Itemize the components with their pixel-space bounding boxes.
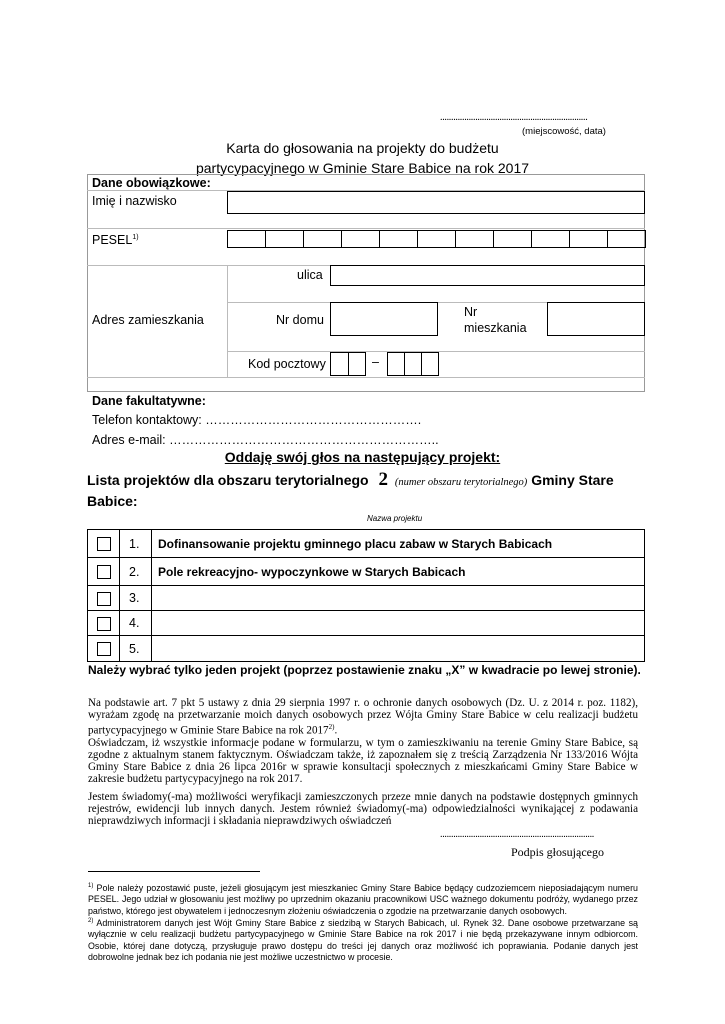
email-field[interactable]: Adres e-mail: ………………………………………………………..: [92, 433, 439, 447]
project-row: [87, 529, 645, 558]
project-number: 5.: [129, 641, 140, 656]
place-date-line[interactable]: ...................................................................: [440, 112, 588, 123]
pesel-digit-cell[interactable]: [303, 230, 342, 248]
project-list-title-line2: Babice:: [87, 493, 138, 509]
project-row: [87, 610, 645, 636]
consent-paragraph-2: Oświadczam, iż wszystkie informacje podane w formularzu, w tym o zamieszkiwaniu na terenie Gminy Stare Babice, są zgodne z aktualnym stanem faktycznym. Oświadczam także, iż zapoznałem się z treścią Zarządzenia Nr 133/2016 Wójta Gminy Stare Babice z dnia 26 lipca 2016r w sprawie konsultacji społecznych z mieszkańcami Gminy Stare Babice w zakresie budżetu partycypacyjnego na rok 2017.: [88, 736, 638, 785]
apartment-number-label-2: mieszkania: [464, 321, 527, 335]
project-checkbox[interactable]: [97, 592, 111, 606]
project-list-title: Lista projektów dla obszaru terytorialnego 2 (numer obszaru terytorialnego) Gminy Stare: [87, 469, 614, 490]
area-note: (numer obszaru terytorialnego): [394, 477, 528, 488]
house-number-label: Nr domu: [276, 313, 324, 327]
project-number: 3.: [129, 591, 140, 605]
project-column-header: Nazwa projektu: [367, 514, 423, 523]
vote-heading: Oddaję swój głos na następujący projekt:: [224, 449, 501, 465]
project-name: Pole rekreacyjno- wypoczynkowe w Starych Babicach: [158, 564, 466, 579]
project-number: 1.: [129, 536, 140, 551]
project-checkbox[interactable]: [97, 565, 111, 579]
project-row: [87, 557, 645, 586]
area-number: 2: [378, 469, 388, 490]
page-title-line2: partycypacyjnego w Gminie Stare Babice na rok 2017: [195, 160, 530, 176]
footnote-separator: [88, 871, 260, 872]
pesel-digit-cell[interactable]: [417, 230, 456, 248]
postal-code-dash: –: [372, 355, 379, 369]
instruction-text: Należy wybrać tylko jeden projekt (poprzez postawienie znaku „X” w kwadracie po lewej stronie).: [88, 663, 641, 677]
place-date-label: (miejscowość, data): [522, 126, 606, 137]
pesel-digit-cell[interactable]: [531, 230, 570, 248]
mandatory-section-label: Dane obowiązkowe:: [92, 176, 211, 190]
street-label: ulica: [297, 268, 323, 282]
pesel-digit-cell[interactable]: [265, 230, 304, 248]
consent-paragraph-3: Jestem świadomy(-ma) możliwości weryfikacji zamieszczonych przeze mnie danych na podstawie dostępnych gminnych rejestrów, ewidencji lub innych danych. Jestem również świadomy(-ma) odpowiedzialności wynikającej z podawania nieprawdziwych informacji i składania nieprawdziwych oświadczeń: [88, 791, 638, 827]
project-name: Dofinansowanie projektu gminnego placu zabaw w Starych Babicach: [158, 536, 553, 551]
pesel-digit-cell[interactable]: [341, 230, 380, 248]
signature-line[interactable]: ......................................................................: [440, 829, 595, 840]
project-checkbox[interactable]: [97, 642, 111, 656]
address-label: Adres zamieszkania: [92, 313, 204, 327]
footnote-2: $^{2)}$ Administratorem danych jest Wójt Gminy Stare Babice z siedzibą w Starych Babicach, ul. Rynek 32. Dane osobowe przetwarzane są wyłącznie w celu realizacji budżetu partycypacyjnego w Gminie Stare Babice na rok 2017 i nie będą przekazywane innym odbiorcom. Osobie, której dane dotyczą, przysługuje prawo dostępu do treści jej danych oraz możliwość ich poprawiania. Podanie danych jest dobrowolne jednak bez ich podania nie jest możliwe uczestnictwo w procesie.: [88, 917, 638, 963]
pesel-digit-cell[interactable]: [569, 230, 608, 248]
project-number: 4.: [129, 616, 140, 630]
phone-field[interactable]: Telefon kontaktowy: …………………………………………….: [92, 413, 422, 427]
optional-section-label: Dane fakultatywne:: [92, 394, 206, 408]
project-row: [87, 585, 645, 611]
name-input[interactable]: [227, 191, 645, 214]
postal-code-part2[interactable]: [387, 352, 439, 376]
name-label: Imię i nazwisko: [92, 194, 177, 208]
consent-paragraph-1: Na podstawie art. 7 pkt 5 ustawy z dnia 29 sierpnia 1997 r. o ochronie danych osobowych (Dz. U. z 2014 r. poz. 1182), wyrażam zgodę na przetwarzanie moich danych osobowych przez Wójta Gminy Stare Babice w celu realizacji budżetu partycypacyjnego w Gminie Stare Babice na rok 2017$^{2)}$. Oświadczam, iż wszystkie informacje podane w formularzu, w tym o zamieszkiwaniu na terenie Gminy Stare Babice, są zgodne z aktualnym stanem faktycznym. Oświadczam także, iż zapoznałem się z treścią Zarządzenia Nr 133/2016 Wójta Gminy Stare Babice z dnia 26 lipca 2016r w sprawie konsultacji społecznych z mieszkańcami Gminy Stare Babice w zakresie budżetu partycypacyjnego na rok 2017.: [88, 697, 638, 785]
street-input[interactable]: [330, 265, 645, 286]
pesel-digit-cell[interactable]: [227, 230, 266, 248]
footnote-1: $^{1)}$ Pole należy pozostawić puste, jeżeli głosującym jest mieszkaniec Gminy Stare Babice będący cudzoziemcem nieposiadającym numeru PESEL. Jego udział w głosowaniu jest możliwy po uprzednim okazaniu pracownikowi USC ważnego dokumentu podróży, wydanego przez państwo, którego jest obywatelem i jednoczesnym złożeniu oświadczenia o zgodzie na przetwarzanie danych osobowych.: [88, 882, 638, 916]
pesel-digit-cell[interactable]: [379, 230, 418, 248]
pesel-digit-cell[interactable]: [455, 230, 494, 248]
pesel-label: PESEL$^{1)}$: [92, 233, 139, 247]
signature-label: Podpis głosującego: [511, 845, 604, 859]
postal-code-label: Kod pocztowy: [248, 357, 326, 371]
project-table: [87, 529, 645, 662]
project-checkbox[interactable]: [97, 537, 111, 551]
pesel-digit-cell[interactable]: [607, 230, 646, 248]
project-row: [87, 635, 645, 662]
page-title-line1: Karta do głosowania na projekty do budżetu: [226, 140, 499, 156]
apartment-number-label-1: Nr: [464, 305, 478, 319]
pesel-digit-cell[interactable]: [493, 230, 532, 248]
project-checkbox[interactable]: [97, 617, 111, 631]
house-number-input[interactable]: [330, 302, 438, 336]
pesel-input[interactable]: [227, 230, 645, 248]
project-number: 2.: [129, 564, 140, 579]
apartment-number-input[interactable]: [547, 302, 645, 336]
